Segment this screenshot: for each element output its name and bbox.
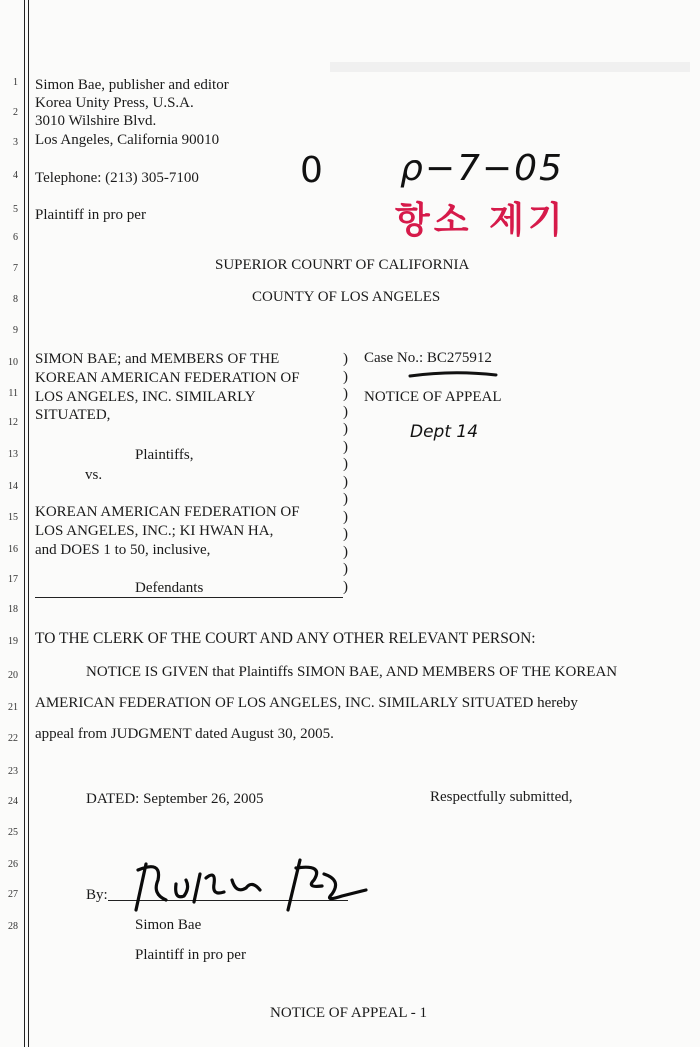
header-line: Los Angeles, California 90010 bbox=[35, 132, 220, 148]
scan-noise bbox=[330, 62, 690, 72]
respectfully-submitted: Respectfully submitted, bbox=[430, 789, 573, 805]
plaintiff-pro-per: Plaintiff in pro per bbox=[35, 207, 146, 223]
addressee: TO THE CLERK OF THE COURT AND ANY OTHER RELEVANT PERSON: bbox=[35, 630, 536, 647]
line-number: 21 bbox=[8, 702, 18, 713]
line-number: 10 bbox=[8, 357, 18, 368]
line-number: 13 bbox=[8, 449, 18, 460]
caption-paren: ) bbox=[343, 368, 348, 385]
header-line: Simon Bae, publisher and editor bbox=[35, 77, 229, 93]
dated-line: DATED: September 26, 2005 bbox=[86, 791, 264, 807]
line-number: 18 bbox=[8, 604, 18, 615]
line-number: 11 bbox=[8, 388, 18, 399]
line-number: 9 bbox=[13, 325, 18, 336]
caption-paren: ) bbox=[343, 421, 348, 437]
line-number: 24 bbox=[8, 796, 18, 807]
line-number: 7 bbox=[13, 263, 18, 274]
caption-defendants-line: LOS ANGELES, INC.; KI HWAN HA, bbox=[35, 523, 274, 539]
line-number: 14 bbox=[8, 481, 18, 492]
case-number: Case No.: BC275912 bbox=[364, 350, 492, 366]
line-number: 2 bbox=[13, 107, 18, 118]
caption-paren: ) bbox=[343, 491, 348, 507]
handwritten-korean-note: 항소 제기 bbox=[395, 200, 567, 241]
by-label: By: bbox=[86, 887, 108, 903]
court-name: SUPERIOR COUNRT OF CALIFORNIA bbox=[215, 257, 470, 273]
handwritten-date: ρ−7−05 bbox=[400, 148, 564, 189]
notice-paragraph-line: AMERICAN FEDERATION OF LOS ANGELES, INC. SIMILARLY SITUATED hereby bbox=[35, 695, 578, 711]
caption-paren: ) bbox=[343, 561, 348, 577]
line-number: 15 bbox=[8, 512, 18, 523]
page-footer: NOTICE OF APPEAL - 1 bbox=[270, 1005, 427, 1021]
caption-paren: ) bbox=[343, 456, 348, 472]
handwritten-underline bbox=[408, 368, 498, 382]
line-number: 12 bbox=[8, 417, 18, 428]
caption-paren: ) bbox=[343, 386, 348, 402]
line-number: 6 bbox=[13, 232, 18, 243]
caption-paren: ) bbox=[343, 473, 348, 490]
caption-paren: ) bbox=[343, 543, 348, 560]
line-number: 1 bbox=[13, 77, 18, 88]
telephone: Telephone: (213) 305-7100 bbox=[35, 170, 199, 186]
line-number: 19 bbox=[8, 636, 18, 647]
signer-name: Simon Bae bbox=[135, 917, 202, 933]
caption-plaintiffs-line: SITUATED, bbox=[35, 407, 111, 423]
notice-of-appeal-title: NOTICE OF APPEAL bbox=[364, 389, 502, 405]
header-line: 3010 Wilshire Blvd. bbox=[35, 113, 157, 129]
caption-paren: ) bbox=[343, 403, 348, 420]
line-number: 28 bbox=[8, 921, 18, 932]
defendants-label: Defendants bbox=[135, 580, 204, 596]
line-number: 4 bbox=[13, 170, 18, 181]
handwritten-circled-zero: 0 bbox=[300, 150, 323, 191]
caption-paren: ) bbox=[343, 578, 348, 595]
caption-plaintiffs-line: SIMON BAE; and MEMBERS OF THE bbox=[35, 351, 280, 367]
notice-paragraph-line: NOTICE IS GIVEN that Plaintiffs SIMON BAE, AND MEMBERS OF THE KOREAN bbox=[86, 664, 618, 680]
line-number: 16 bbox=[8, 544, 18, 555]
margin-rule-inner bbox=[28, 0, 29, 1047]
caption-defendants-line: KOREAN AMERICAN FEDERATION OF bbox=[35, 504, 300, 520]
caption-paren: ) bbox=[343, 351, 348, 367]
caption-paren: ) bbox=[343, 438, 348, 455]
handwritten-dept: Dept 14 bbox=[410, 422, 479, 442]
line-number: 17 bbox=[8, 574, 18, 585]
caption-plaintiffs-line: KOREAN AMERICAN FEDERATION OF bbox=[35, 370, 300, 386]
handwritten-signature bbox=[128, 850, 378, 918]
line-number: 8 bbox=[13, 294, 18, 305]
signer-role: Plaintiff in pro per bbox=[135, 947, 246, 963]
caption-paren: ) bbox=[343, 526, 348, 542]
line-number: 23 bbox=[8, 766, 18, 777]
versus: vs. bbox=[85, 467, 103, 483]
line-number: 5 bbox=[13, 204, 18, 215]
caption-paren: ) bbox=[343, 508, 348, 525]
line-number: 3 bbox=[13, 137, 18, 148]
line-number: 22 bbox=[8, 733, 18, 744]
plaintiffs-label: Plaintiffs, bbox=[135, 447, 194, 463]
notice-paragraph-line: appeal from JUDGMENT dated August 30, 2005. bbox=[35, 726, 334, 742]
line-number: 25 bbox=[8, 827, 18, 838]
line-number: 27 bbox=[8, 889, 18, 900]
caption-underline bbox=[35, 597, 343, 598]
county-name: COUNTY OF LOS ANGELES bbox=[252, 289, 441, 305]
header-line: Korea Unity Press, U.S.A. bbox=[35, 95, 194, 111]
margin-rule-outer bbox=[24, 0, 25, 1047]
line-number: 20 bbox=[8, 670, 18, 681]
line-number: 26 bbox=[8, 859, 18, 870]
caption-defendants-line: and DOES 1 to 50, inclusive, bbox=[35, 542, 211, 558]
caption-plaintiffs-line: LOS ANGELES, INC. SIMILARLY bbox=[35, 389, 256, 405]
